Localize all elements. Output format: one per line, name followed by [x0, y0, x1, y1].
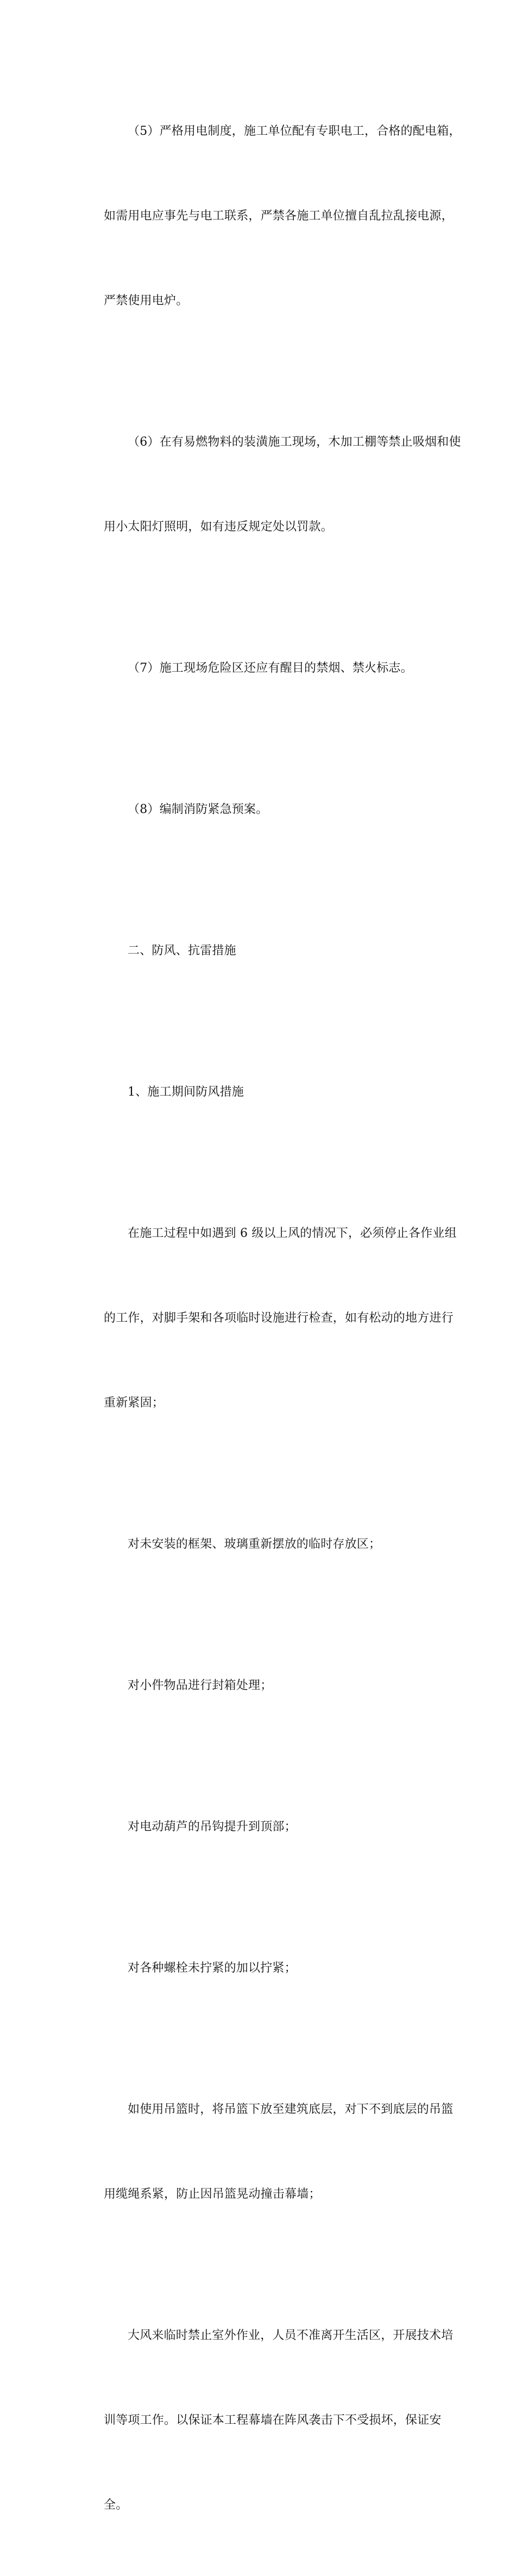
text-line: 用小太阳灯照明，如有违反规定处以罚款。 [104, 520, 333, 534]
text-line: 全。 [104, 2498, 128, 2512]
text-line: 二、防风、抗雷措施 [128, 944, 236, 958]
text-line: （8）编制消防紧急预案。 [128, 803, 268, 816]
text-line: 对电动葫芦的吊钩提升到顶部； [128, 1820, 297, 1834]
paragraph-storm-work-stop [80, 2265, 454, 2576]
paragraph-bolts [80, 1898, 438, 2039]
subsection-heading [80, 1022, 438, 1163]
text-line: 对未安装的框架、玻璃重新摆放的临时存放区； [128, 1537, 381, 1551]
text-line: 对小件物品进行封箱处理； [128, 1679, 273, 1692]
text-line: 用缆绳系紧，防止因吊篮晃动撞击幕墙； [104, 2187, 321, 2201]
paragraph-wind-procedure [80, 1163, 457, 1474]
text-line: 重新紧固； [104, 1396, 165, 1410]
paragraph-hoist [80, 1756, 438, 1898]
text-line: 如使用吊篮时，将吊篮下放至建筑底层，对下不到底层的吊篮 [128, 2103, 454, 2116]
text-line: 如需用电应事先与电工联系，严禁各施工单位擅自乱拉乱接电源， [104, 209, 454, 223]
text-line: 对各种螺栓未拧紧的加以拧紧； [128, 1961, 297, 1975]
paragraph-gondola [80, 2039, 454, 2265]
text-line: （5）严格用电制度，施工单位配有专职电工，合格的配电箱， [128, 124, 461, 138]
text-line: 1、施工期间防风措施 [128, 1085, 244, 1099]
paragraph-fire-plan [80, 739, 438, 880]
text-line: 严禁使用电炉。 [104, 294, 188, 308]
section-heading [80, 880, 438, 1022]
paragraph-storage [80, 1474, 438, 1615]
text-line: 训等项工作。以保证本工程幕墙在阵风袭击下不受损坏，保证安 [104, 2414, 442, 2427]
paragraph-danger-signs [80, 598, 438, 739]
text-line: （7）施工现场危险区还应有醒目的禁烟、禁火标志。 [128, 661, 413, 675]
text-line: 的工作，对脚手架和各项临时设施进行检查，如有松动的地方进行 [104, 1311, 454, 1325]
text-line: （6）在有易燃物料的装潢施工现场，木加工棚等禁止吸烟和使 [128, 435, 461, 449]
document-body [80, 61, 461, 2576]
paragraph-no-smoking [80, 372, 461, 598]
paragraph-boxing [80, 1615, 438, 1756]
text-line: 在施工过程中如遇到 6 级以上风的情况下，必须停止各作业组 [128, 1227, 457, 1240]
paragraph-electric-rules [80, 61, 461, 372]
text-line: 大风来临时禁止室外作业，人员不准离开生活区，开展技术培 [128, 2329, 454, 2342]
